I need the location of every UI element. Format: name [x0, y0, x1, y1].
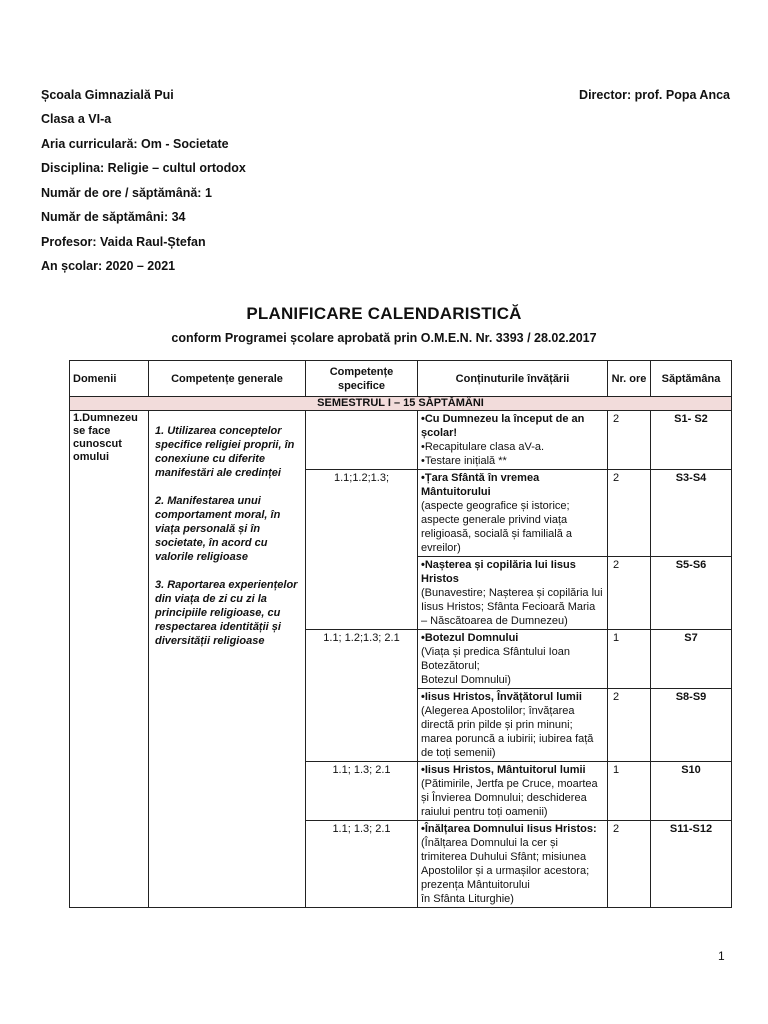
- discipline: Disciplina: Religie – cultul ortodox: [41, 161, 246, 175]
- content-cell: [418, 762, 608, 821]
- header-saptamana: Săptămâna: [651, 361, 732, 397]
- content-line: Botezul Domnului): [421, 674, 511, 686]
- planning-table: [69, 360, 732, 908]
- specific-competences-cell: 1.1; 1.3; 2.1: [306, 821, 418, 908]
- general-competence: 2. Manifestarea unui comportament moral, în viața personală și în societate, în acord cu valorile religioase: [155, 495, 281, 563]
- content-cell: [418, 470, 608, 557]
- page-number: 1: [718, 949, 725, 963]
- semester-label: SEMESTRUL I – 15 SĂPTĂMÂNI: [70, 397, 732, 411]
- number-of-weeks: Număr de săptămâni: 34: [41, 210, 186, 224]
- week-cell: S1- S2: [651, 411, 732, 470]
- header-nr-ore: Nr. ore: [608, 361, 651, 397]
- specific-competences-cell: 1.1; 1.2;1.3; 2.1: [306, 630, 418, 762]
- hours-cell: 2: [608, 470, 651, 557]
- content-title: •Cu Dumnezeu la început de an școlar!: [421, 413, 585, 439]
- content-title: •Înălțarea Domnului Iisus Hristos:: [421, 823, 597, 835]
- hours-cell: 2: [608, 821, 651, 908]
- content-line: (Bunavestire; Nașterea și copilăria lui Iisus Hristos; Sfânta Fecioară Maria – Născătoarea de Dumnezeu): [421, 587, 603, 627]
- specific-competences-cell: 1.1; 1.3; 2.1: [306, 762, 418, 821]
- content-line: (Înălțarea Domnului la cer și trimiterea Duhului Sfânt; misiunea Apostolilor și a urmașilor acestora; prezența Mântuitorului: [421, 837, 590, 891]
- content-cell: [418, 411, 608, 470]
- header-competente-generale: Competențe generale: [149, 361, 306, 397]
- week-cell: S7: [651, 630, 732, 689]
- header-continuturi: Conținuturile învățării: [418, 361, 608, 397]
- content-title: •Botezul Domnului: [421, 632, 519, 644]
- school-name: Școala Gimnazială Pui: [41, 88, 174, 102]
- general-competence: 1. Utilizarea conceptelor specifice religiei proprii, în conexiune cu diferite manifestări ale credinței: [155, 425, 295, 479]
- content-cell: [418, 689, 608, 762]
- table-row: [70, 411, 732, 470]
- hours-cell: 2: [608, 557, 651, 630]
- header-competente-specifice: Competențe specifice: [306, 361, 418, 397]
- table-header-row: [70, 361, 732, 397]
- content-cell: [418, 630, 608, 689]
- teacher-name: Profesor: Vaida Raul-Ștefan: [41, 235, 206, 249]
- director-name: Director: prof. Popa Anca: [579, 88, 730, 102]
- document-title: PLANIFICARE CALENDARISTICĂ: [246, 304, 522, 323]
- week-cell: S3-S4: [651, 470, 732, 557]
- hours-cell: 2: [608, 411, 651, 470]
- content-line: (Pătimirile, Jertfa pe Cruce, moartea și Învierea Domnului; deschiderea raiului pentru toți oamenii): [421, 778, 598, 818]
- general-competences-cell: [149, 411, 306, 908]
- semester-row: [70, 397, 732, 411]
- content-line: (Alegerea Apostolilor; învățarea directă prin pilde și prin minuni; marea poruncă a iubirii; iubirea față de toți semenii): [421, 705, 594, 759]
- week-cell: S10: [651, 762, 732, 821]
- hours-per-week: Număr de ore / săptămână: 1: [41, 186, 212, 200]
- content-line: (Viața și predica Sfântului Ioan Botezătorul;: [421, 646, 570, 672]
- content-title: •Iisus Hristos, Învățătorul lumii: [421, 691, 582, 703]
- class-label: Clasa a VI-a: [41, 112, 112, 126]
- content-title: •Iisus Hristos, Mântuitorul lumii: [421, 764, 586, 776]
- week-cell: S8-S9: [651, 689, 732, 762]
- content-line: •Recapitulare clasa aV-a.: [421, 441, 545, 453]
- domain-cell: 1.Dumnezeu se face cunoscut omului: [70, 411, 149, 908]
- content-cell: [418, 821, 608, 908]
- content-line: •Testare inițială **: [421, 455, 507, 467]
- content-title: •Țara Sfântă în vremea Mântuitorului: [421, 472, 540, 498]
- content-line: (aspecte geografice și istorice; aspecte generale privind viața religioasă, socială și familială a evreilor): [421, 500, 573, 554]
- week-cell: S11-S12: [651, 821, 732, 908]
- hours-cell: 1: [608, 762, 651, 821]
- hours-cell: 1: [608, 630, 651, 689]
- header-domenii: Domenii: [70, 361, 149, 397]
- hours-cell: 2: [608, 689, 651, 762]
- specific-competences-cell: 1.1;1.2;1.3;: [306, 470, 418, 630]
- content-cell: [418, 557, 608, 630]
- specific-competences-cell: [306, 411, 418, 470]
- content-line: în Sfânta Liturghie): [421, 893, 514, 905]
- content-title: •Nașterea și copilăria lui Iisus Hristos: [421, 559, 576, 585]
- general-competence: 3. Raportarea experiențelor din viața de zi cu zi la principiile religioase, cu respectarea identității și diversității religioase: [155, 579, 298, 647]
- document-subtitle: conform Programei școlare aprobată prin O.M.E.N. Nr. 3393 / 28.02.2017: [171, 331, 597, 345]
- week-cell: S5-S6: [651, 557, 732, 630]
- school-year: An școlar: 2020 – 2021: [41, 259, 176, 273]
- curricular-area: Aria curriculară: Om - Societate: [41, 137, 229, 151]
